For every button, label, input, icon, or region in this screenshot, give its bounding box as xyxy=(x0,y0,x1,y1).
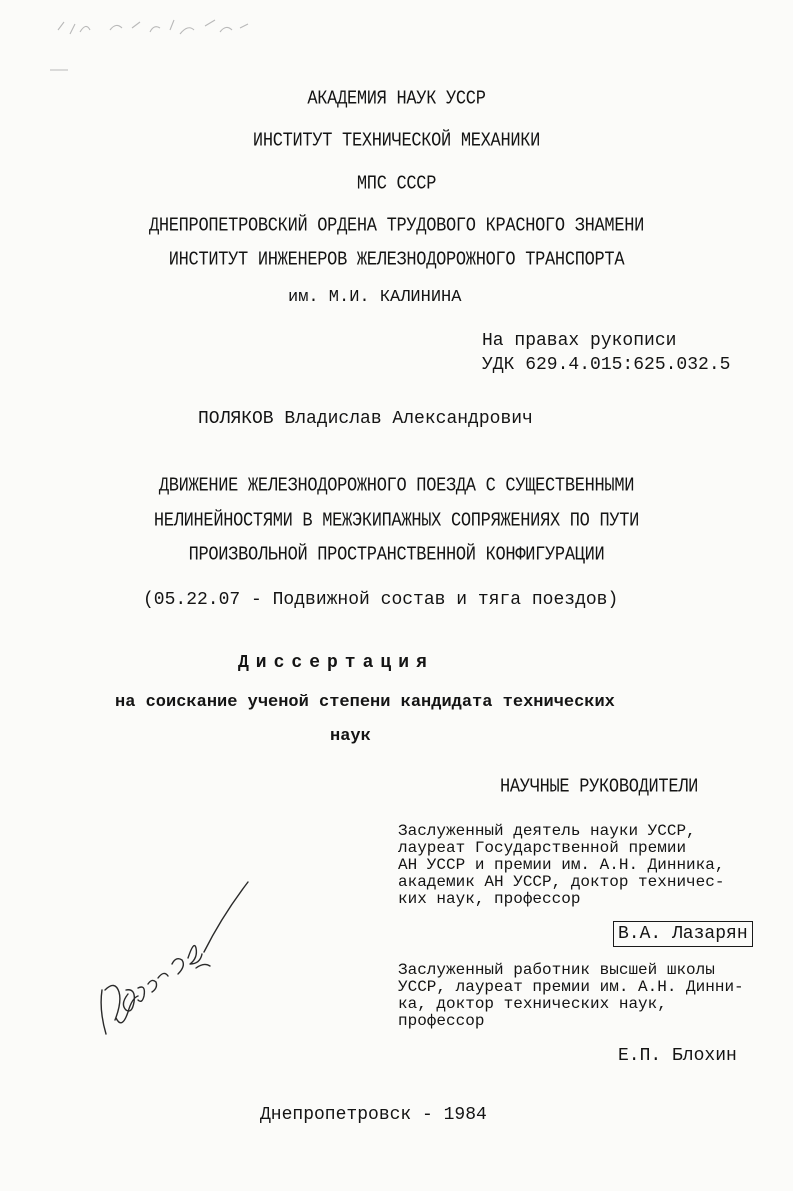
supervisor1-credential: АН УССР и премии им. А.Н. Динника, xyxy=(398,856,725,874)
faint-pencil-marks xyxy=(40,8,300,78)
supervisor2-credential: УССР, лауреат премии им. А.Н. Динни- xyxy=(398,978,744,996)
university-name-line1: ДНЕПРОПЕТРОВСКИЙ ОРДЕНА ТРУДОВОГО КРАСНОГО ЗНАМЕНИ xyxy=(148,215,645,238)
institute-name: ИНСТИТУТ ТЕХНИЧЕСКОЙ МЕХАНИКИ xyxy=(252,130,541,153)
udc-code: УДК 629.4.015:625.032.5 xyxy=(482,355,731,375)
handwritten-signature xyxy=(92,878,262,1048)
specialty-code: (05.22.07 - Подвижной состав и тяга поездов) xyxy=(143,590,619,610)
supervisor2-credential: профессор xyxy=(398,1012,485,1030)
supervisor1-credential: лауреат Государственной премии xyxy=(398,839,687,857)
thesis-title-line1: ДВИЖЕНИЕ ЖЕЛЕЗНОДОРОЖНОГО ПОЕЗДА С СУЩЕСТВЕННЫМИ xyxy=(158,475,635,498)
supervisor1-credential: академик АН УССР, доктор техничес- xyxy=(398,873,725,891)
supervisor2-credential: Заслуженный работник высшей школы xyxy=(398,961,715,979)
ministry-name: МПС СССР xyxy=(356,173,437,196)
university-name-line2: ИНСТИТУТ ИНЖЕНЕРОВ ЖЕЛЕЗНОДОРОЖНОГО ТРАНСПОРТА xyxy=(168,249,625,272)
thesis-title-line3: ПРОИЗВОЛЬНОЙ ПРОСТРАНСТВЕННОЙ КОНФИГУРАЦИИ xyxy=(188,544,605,567)
supervisor1-credential: Заслуженный деятель науки УССР, xyxy=(398,822,696,840)
university-name-line3: им. М.И. КАЛИНИНА xyxy=(288,288,462,307)
supervisor1-name: В.А. Лазарян xyxy=(613,921,753,947)
thesis-title-line2: НЕЛИНЕЙНОСТЯМИ В МЕЖЭКИПАЖНЫХ СОПРЯЖЕНИЯХ ПО ПУТИ xyxy=(153,510,640,533)
supervisor1-credential: ких наук, профессор xyxy=(398,890,581,908)
degree-line1: на соискание ученой степени кандидата технических xyxy=(115,693,615,712)
city-and-year: Днепропетровск - 1984 xyxy=(260,1105,487,1125)
supervisor2-name: Е.П. Блохин xyxy=(618,1046,737,1066)
academy-name: АКАДЕМИЯ НАУК УССР xyxy=(307,88,486,111)
supervisor2-credential: ка, доктор технических наук, xyxy=(398,995,667,1013)
dissertation-heading: Диссертация xyxy=(238,653,434,673)
manuscript-rights-note: На правах рукописи xyxy=(482,331,677,351)
degree-line2: наук xyxy=(330,727,371,746)
author-name: ПОЛЯКОВ Владислав Александрович xyxy=(198,409,533,429)
supervisors-heading: НАУЧНЫЕ РУКОВОДИТЕЛИ xyxy=(500,776,699,799)
